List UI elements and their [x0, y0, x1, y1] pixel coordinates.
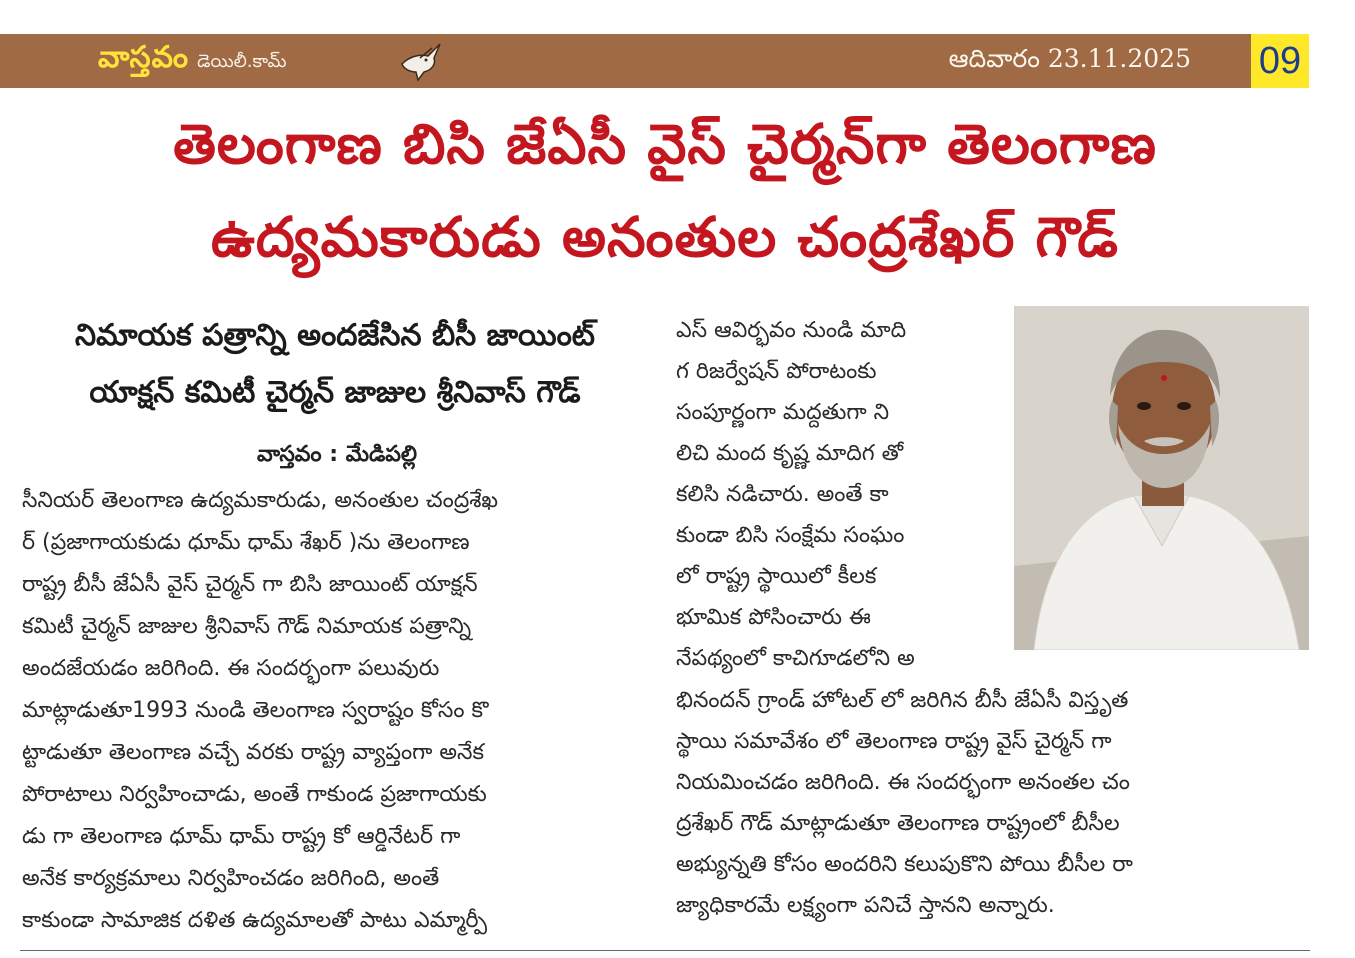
- body-line: అనేక కార్యక్రమాలు నిర్వహించడం జరిగింది, అంతే: [22, 866, 440, 891]
- body-line: అందజేయడం జరిగింది. ఈ సందర్భంగా పలువురు: [22, 656, 440, 681]
- brand-domain: డెయిలీ.కామ్: [197, 51, 287, 72]
- body-line: కాకుండా సామాజిక దళిత ఉద్యమాలతో పాటు ఎమ్మార్పీ: [22, 908, 488, 933]
- body-line: అభ్యున్నతి కోసం అందరిని కలుపుకొని పోయి బీసీల రా: [676, 852, 1133, 877]
- body-line: లో రాష్ట్ర స్థాయిలో కీలక: [676, 564, 877, 589]
- body-line: ర్ (ప్రజాగాయకుడు ధూమ్ ధామ్ శేఖర్ )ను తెలంగాణ: [22, 530, 470, 555]
- body-line: పోరాటాలు నిర్వహించాడు, అంతే గాకుండ ప్రజాగాయకు: [22, 782, 487, 807]
- body-line: ద్రశేఖర్ గౌడ్ మాట్లాడుతూ తెలంగాణ రాష్ట్రంలో బీసీల: [676, 811, 1120, 836]
- page-number-badge: 09: [1251, 34, 1309, 88]
- body-line: కలిసి నడిచారు. అంతే కా: [676, 482, 889, 507]
- body-line: నియమించడం జరిగింది. ఈ సందర్భంగా అనంతల చం: [676, 770, 1130, 795]
- masthead-bar: [0, 34, 1309, 88]
- body-line: సంపూర్ణంగా మద్దతుగా ని: [676, 400, 890, 425]
- subhead-line-2: యాక్షన్ కమిటీ చైర్మన్ జాజుల శ్రీనివాస్ గౌడ్: [89, 375, 581, 410]
- person-photo: [1014, 306, 1309, 650]
- story-dateline: వాస్తవం : మేడిపల్లి: [256, 442, 418, 467]
- body-line: స్థాయి సమావేశం లో తెలంగాణ రాష్ట్ర వైస్ చైర్మన్ గా: [676, 729, 1112, 754]
- body-line: ట్టాడుతూ తెలంగాణ వచ్చే వరకు రాష్ట్ర వ్యాప్తంగా అనేక: [22, 740, 484, 765]
- body-line: కమిటీ చైర్మన్ జాజుల శ్రీనివాస్ గౌడ్ నిమాయక పత్రాన్ని: [22, 614, 472, 639]
- bird-icon: [398, 42, 442, 82]
- bottom-divider: [20, 950, 1310, 951]
- article-column-right-top: [676, 310, 996, 679]
- article-column-left: [22, 480, 652, 942]
- body-line: కుండా బిసి సంక్షేమ సంఘం: [676, 523, 905, 548]
- body-line: రాష్ట్ర బీసీ జేఏసీ వైస్ చైర్మన్ గా బిసి జాయింట్ యాక్షన్: [22, 572, 478, 597]
- body-line: భినందన్ గ్రాండ్ హోటల్ లో జరిగిన బీసీ జేఏసీ విస్తృత: [676, 688, 1129, 713]
- body-line: లిచి మంద కృష్ణ మాదిగ తో: [676, 441, 904, 466]
- body-line: భూమిక పోసించారు ఈ: [676, 605, 871, 630]
- body-line: డు గా తెలంగాణ ధూమ్ ధామ్ రాష్ట్ర కో ఆర్డినేటర్ గా: [22, 824, 461, 849]
- portrait-illustration: [1014, 306, 1309, 650]
- body-line: సీనియర్ తెలంగాణ ఉద్యమకారుడు, అనంతుల చంద్రశేఖ: [22, 488, 499, 513]
- brand[interactable]: [98, 40, 287, 82]
- body-line: ఎస్ ఆవిర్భవం నుండి మాది: [676, 318, 907, 343]
- issue-date: ఆదివారం 23.11.2025: [948, 44, 1191, 73]
- article-column-right-bottom: [676, 680, 1306, 926]
- headline-line-2: ఉద్యమకారుడు అనంతుల చంద్రశేఖర్ గౌడ్: [211, 205, 1119, 269]
- body-line: గ రిజర్వేషన్ పోరాటంకు: [676, 359, 877, 384]
- subhead-line-1: నిమాయక పత్రాన్ని అందజేసిన బీసీ జాయింట్: [75, 318, 595, 353]
- body-line: జ్యాధికారమే లక్ష్యంగా పనిచే స్తానని అన్నారు.: [676, 893, 1055, 918]
- brand-name: వాస్తవం: [98, 40, 190, 75]
- headline-line-1: తెలంగాణ బిసి జేఏసీ వైస్ చైర్మన్‌గా తెలంగాణ: [173, 112, 1157, 176]
- body-line: మాట్లాడుతూ1993 నుండి తెలంగాణ స్వరాష్టం కోసం కొ: [22, 698, 489, 723]
- body-line: నేపథ్యంలో కాచిగూడలోని అ: [676, 646, 915, 671]
